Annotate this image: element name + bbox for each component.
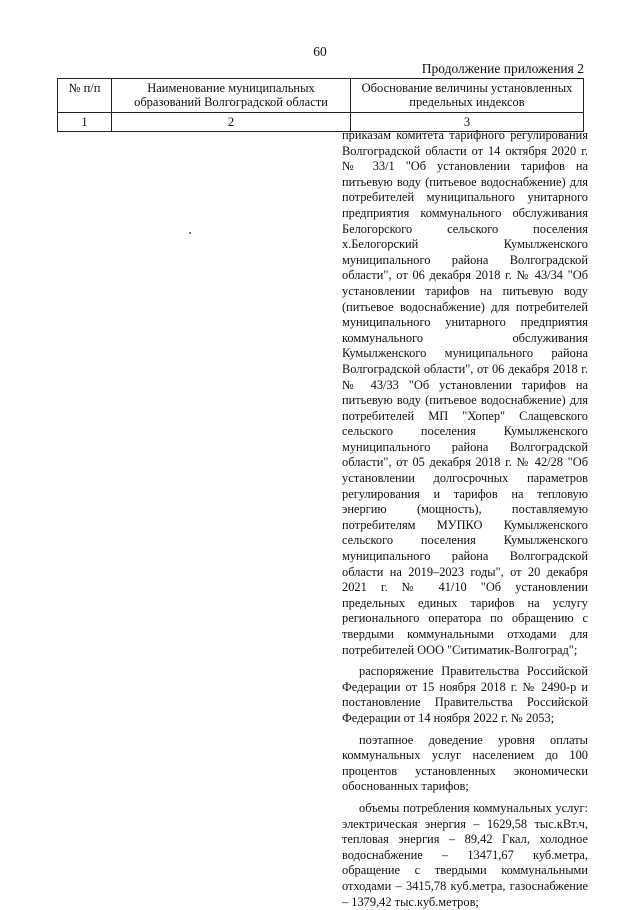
column-header-municipality: Наименование муниципальных образований Волгоградской области — [112, 79, 351, 113]
column-header-justification: Обоснование величины установленных предельных индексов — [351, 79, 584, 113]
table-header — [57, 78, 584, 132]
column-header-number: № п/п — [58, 79, 112, 113]
justification-text — [342, 128, 588, 910]
paragraph-payment-level: поэтапное доведение уровня оплаты коммунальных услуг населением до 100 процентов установленных экономически обоснованных тарифов; — [342, 732, 588, 794]
table-header-row — [58, 79, 584, 113]
page-number: 60 — [313, 44, 327, 59]
paragraph-tariff-orders: приказам комитета тарифного регулирования Волгоградской области от 14 октября 2020 г. № 33/1 "Об установлении тарифов на питьевую воду (питьевое водоснабжение) для потребителей муниципального унитарного предприятия коммунального обслуживания Белогорского сельского поселения х.Белогорский Кумылженского муниципального района Волгоградской области", от 06 декабря 2018 г. № 43/34 "Об установлении тарифов на питьевую воду (питьевое водоснабжение) для потребителей муниципального унитарного предприятия коммунального обслуживания Кумылженского муниципального района Волгоградской области", от 06 декабря 2018 г. № 43/33 "Об установлении тарифов на питьевую воду (питьевое водоснабжение) для потребителей МП "Хопер" Слащевского сельского поселения Кумылженского муниципального района Волгоградской области", от 05 декабря 2018 г. № 42/28 "Об установлении долгосрочных параметров регулирования и тарифов на тепловую энергию (мощность), поставляемую потребителям МУПКО Кумылженского сельского поселения Кумылженского муниципального района Волгоградской области на 2019–2023 годы", от 20 декабря 2021 г. № 41/10 "Об установлении предельных единых тарифов на услугу регионального оператора по обращению с твердыми коммунальными отходами для потребителей ООО "Ситиматик-Волгоград"; — [342, 128, 588, 657]
paragraph-consumption-volumes: объемы потребления коммунальных услуг: электрическая энергия – 1629,58 тыс.кВт.ч, тепловая энергия – 89,42 Гкал, холодное водоснабжение – 13471,67 куб.метра, обращение с твердыми коммунальными отходами – 3415,78 куб.метра, газоснабжение – 1379,42 тыс.куб.метров; — [342, 800, 588, 909]
column-number-1: 1 — [58, 112, 112, 131]
scan-speck — [189, 232, 191, 234]
column-number-2: 2 — [112, 112, 351, 131]
appendix-continuation: Продолжение приложения 2 — [421, 61, 584, 76]
paragraph-government-acts: распоряжение Правительства Российской Федерации от 15 ноября 2018 г. № 2490-р и постановление Правительства Российской Федерации от 14 ноября 2022 г. № 2053; — [342, 664, 588, 725]
column-number-3: 3 — [351, 112, 584, 131]
